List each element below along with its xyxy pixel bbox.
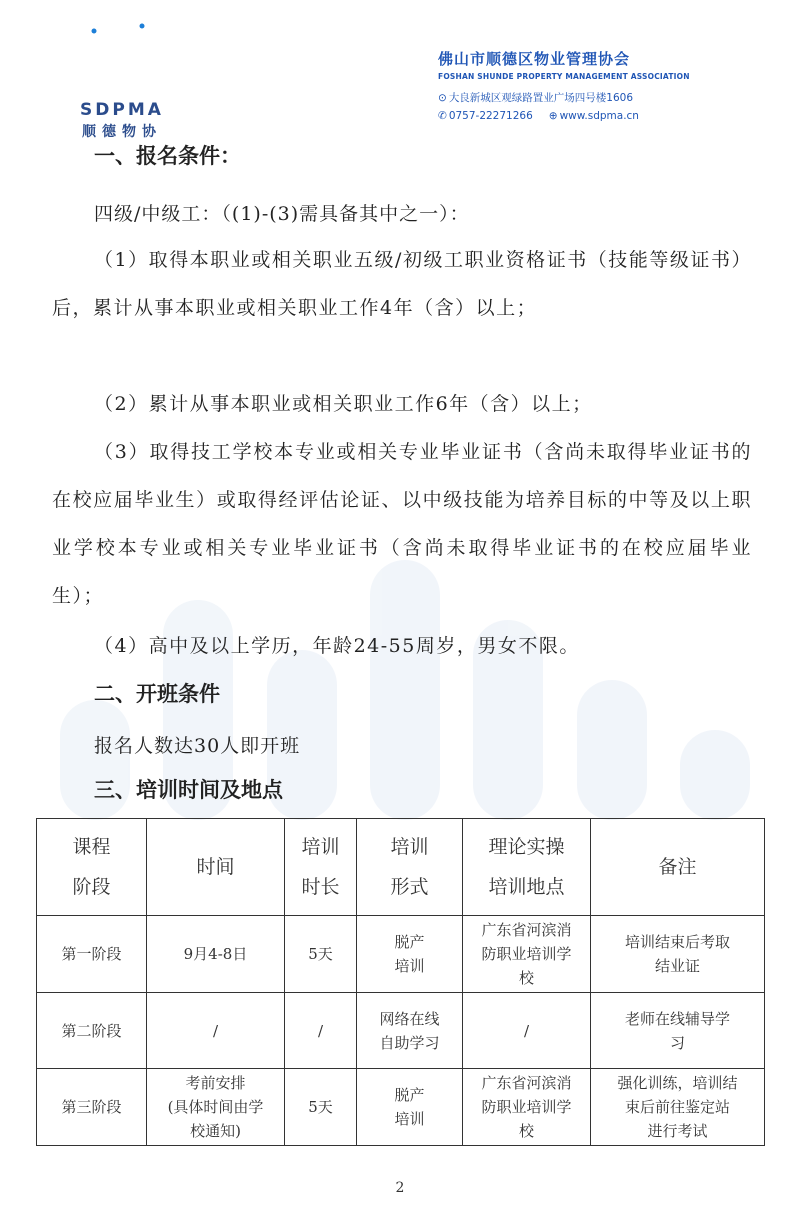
- row2-duration: /: [285, 993, 357, 1069]
- section2-heading: 二、开班条件: [94, 682, 220, 706]
- table-row: [37, 1069, 765, 1146]
- page-number: 2: [395, 1180, 405, 1196]
- row3-location: 广东省河滨消 防职业培训学 校: [463, 1069, 591, 1146]
- row2-location: /: [463, 993, 591, 1069]
- header-note: 备注: [591, 819, 765, 916]
- row2-note: 老师在线辅导学 习: [591, 993, 765, 1069]
- row1-duration: 5天: [285, 916, 357, 993]
- header-form: 培训 形式: [357, 819, 463, 916]
- globe-icon: ⊕: [548, 110, 558, 122]
- row1-time: 9月4-8日: [147, 916, 285, 993]
- header-time: 时间: [147, 819, 285, 916]
- header-duration: 培训 时长: [285, 819, 357, 916]
- row1-form: 脱产 培训: [357, 916, 463, 993]
- header-stage: 课程 阶段: [37, 819, 147, 916]
- association-contact: [438, 110, 728, 122]
- row3-note: 强化训练，培训结 束后前往鉴定站 进行考试: [591, 1069, 765, 1146]
- website-entry: [549, 110, 639, 122]
- level-requirement-line: 四级/中级工：（(1)-(3)需具备其中之一）：: [94, 203, 470, 225]
- section3-heading: 三、培训时间及地点: [94, 778, 283, 802]
- row1-location: 广东省河滨消 防职业培训学 校: [463, 916, 591, 993]
- row2-form: 网络在线 自助学习: [357, 993, 463, 1069]
- requirement-item-3: （3）取得技工学校本专业或相关专业毕业证书（含尚未取得毕业证书的在校应届毕业生）或取得经评估论证、以中级技能为培养目标的中等及以上职业学校本专业或相关专业毕业证书（含尚未取得毕业证书的在校应届毕业生）；: [52, 441, 752, 607]
- requirement-item-4: （4）高中及以上学历，年龄24-55周岁，男女不限。: [94, 635, 580, 657]
- row3-duration: 5天: [285, 1069, 357, 1146]
- header-location: 理论实操 培训地点: [463, 819, 591, 916]
- logo-chinese-text: 顺德物协: [82, 124, 162, 140]
- table-row: [37, 916, 765, 993]
- table-row: [37, 993, 765, 1069]
- logo-text: SDPMA: [80, 100, 164, 120]
- class-opening-condition: 报名人数达30人即开班: [94, 735, 301, 757]
- website-link[interactable]: www.sdpma.cn: [559, 110, 639, 122]
- row3-form: 脱产 培训: [357, 1069, 463, 1146]
- row3-time: 考前安排 (具体时间由学 校通知): [147, 1069, 285, 1146]
- association-info: [438, 48, 728, 122]
- sdpma-logo: [72, 22, 172, 140]
- row2-stage: 第二阶段: [37, 993, 147, 1069]
- section1-heading: 一、报名条件：: [94, 144, 241, 168]
- address-text: 大良新城区观绿路置业广场四号楼1606: [448, 92, 634, 104]
- association-name-cn: 佛山市顺德区物业管理协会: [438, 50, 631, 68]
- row1-note: 培训结束后考取 结业证: [591, 916, 765, 993]
- row2-time: /: [147, 993, 285, 1069]
- association-address: [438, 90, 728, 105]
- table-header-row: [37, 819, 765, 916]
- training-schedule-table: [36, 818, 765, 1146]
- association-name-en: FOSHAN SHUNDE PROPERTY MANAGEMENT ASSOCIATION: [438, 72, 690, 81]
- letterhead: [0, 0, 800, 140]
- phone-icon: ✆: [438, 110, 447, 122]
- phone-entry: [438, 110, 533, 122]
- requirement-item-1: （1）取得本职业或相关职业五级/初级工职业资格证书（技能等级证书）后，累计从事本职业或相关职业工作4年（含）以上；: [52, 249, 752, 319]
- logo-bars-icon: [72, 22, 172, 98]
- row1-stage: 第一阶段: [37, 916, 147, 993]
- location-pin-icon: ⊙: [438, 92, 447, 104]
- phone-text: 0757-22271266: [448, 110, 533, 122]
- requirement-item-2: （2）累计从事本职业或相关职业工作6年（含）以上；: [94, 393, 593, 415]
- row3-stage: 第三阶段: [37, 1069, 147, 1146]
